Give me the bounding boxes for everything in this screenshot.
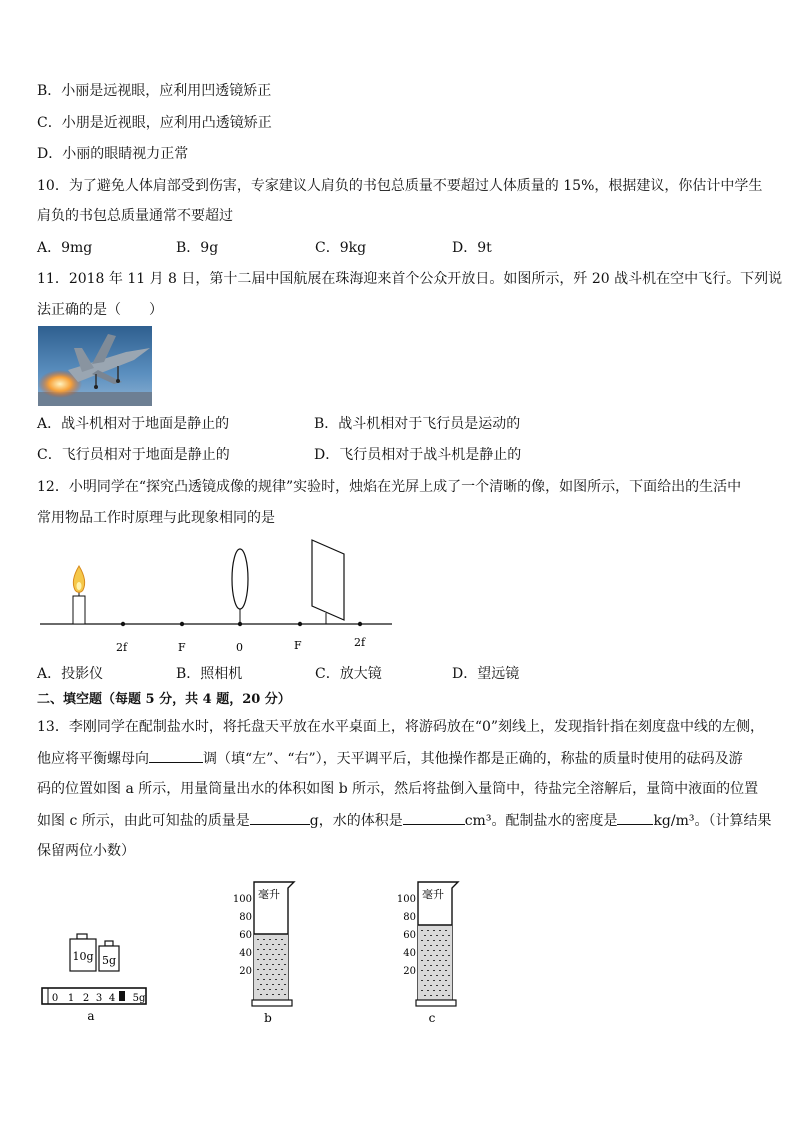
svg-text:2: 2 xyxy=(82,993,90,1004)
lens-imaging-diagram xyxy=(38,536,398,656)
svg-text:0: 0 xyxy=(51,993,59,1004)
svg-text:10g: 10g xyxy=(72,950,94,963)
axis-label-f-right: F xyxy=(294,639,302,652)
figure-c-caption: c xyxy=(428,1011,436,1025)
figure-b-cylinder xyxy=(228,876,298,1026)
saltwater-column xyxy=(418,925,452,1000)
q13-line1: 13．李刚同学在配制盐水时，将托盘天平放在水平桌面上，将游码放在“0”刻线上，发现指针指在刻度盘中线的左侧， xyxy=(37,719,765,735)
svg-text:3: 3 xyxy=(95,993,103,1004)
section-title-fill-in: 二、填空题（每题 5 分，共 4 题，20 分） xyxy=(37,692,291,707)
q11-stem-line2: 法正确的是（ ） xyxy=(37,302,163,318)
q10-stem-line2: 肩负的书包总质量通常不要超过 xyxy=(37,208,233,224)
svg-text:80: 80 xyxy=(239,912,252,923)
q11-option-c: C．飞行员相对于地面是静止的 xyxy=(37,447,230,463)
figure-b-caption: b xyxy=(264,1011,272,1025)
q12-option-c: C．放大镜 xyxy=(315,666,382,682)
svg-text:毫升: 毫升 xyxy=(258,888,280,901)
axis-label-f-left: F xyxy=(178,641,186,654)
blank-salt-mass xyxy=(250,810,310,825)
svg-text:100: 100 xyxy=(396,894,416,905)
q13-line2: 他应将平衡螺母向 调（填“左”、“右”），天平调平后，其他操作都是正确的，称盐的质量时使用的砝码及游 xyxy=(37,748,743,769)
q9-option-b: B．小丽是远视眼，应利用凹透镜矫正 xyxy=(37,83,272,99)
svg-text:20: 20 xyxy=(239,966,252,977)
figure-c-cylinder xyxy=(392,876,462,1026)
svg-text:1: 1 xyxy=(67,993,75,1004)
convex-lens xyxy=(232,549,248,609)
q10-option-b: B．9g xyxy=(176,240,219,256)
water-column xyxy=(254,934,288,1000)
q9-option-d: D．小丽的眼睛视力正常 xyxy=(37,146,189,162)
svg-text:40: 40 xyxy=(239,948,252,959)
axis-label-2f-left: 2f xyxy=(116,641,128,654)
q11-option-d: D．飞行员相对于战斗机是静止的 xyxy=(314,447,522,463)
q12-option-b: B．照相机 xyxy=(176,666,243,682)
q12-option-a: A．投影仪 xyxy=(37,666,104,682)
light-screen xyxy=(312,540,344,620)
axis-label-origin: 0 xyxy=(236,641,243,654)
svg-text:60: 60 xyxy=(403,930,416,941)
blank-direction xyxy=(149,748,203,763)
figure-a-caption: a xyxy=(87,1009,95,1023)
q11-stem-line1: 11．2018 年 11 月 8 日，第十二届中国航展在珠海迎来首个公众开放日。如图所示，歼 20 战斗机在空中飞行。下列说 xyxy=(37,271,783,287)
q10-option-c: C．9kg xyxy=(315,240,367,256)
svg-text:5g: 5g xyxy=(101,954,117,967)
svg-text:100: 100 xyxy=(232,894,252,905)
q10-option-a: A．9mg xyxy=(37,240,93,256)
q11-option-b: B．战斗机相对于飞行员是运动的 xyxy=(314,416,521,432)
fighter-jet-photo xyxy=(38,326,152,406)
q13-line4: 如图 c 所示，由此可知盐的质量是 g，水的体积是 cm³。配制盐水的密度是 kg/m³。（计算结果 xyxy=(37,810,772,831)
q10-option-d: D．9t xyxy=(452,240,492,256)
q10-stem-line1: 10．为了避免人体肩部受到伤害，专家建议人肩负的书包总质量不要超过人体质量的 15%，根据建议，你估计中学生 xyxy=(37,178,763,194)
svg-text:60: 60 xyxy=(239,930,252,941)
blank-density xyxy=(617,810,653,825)
q13-line3: 码的位置如图 a 所示，用量筒量出水的体积如图 b 所示，然后将盐倒入量筒中，待盐完全溶解后，量筒中液面的位置 xyxy=(37,781,759,797)
svg-text:毫升: 毫升 xyxy=(422,888,444,901)
blank-water-volume xyxy=(403,810,465,825)
svg-text:4: 4 xyxy=(108,993,116,1004)
svg-text:20: 20 xyxy=(403,966,416,977)
q9-option-c: C．小朋是近视眼，应利用凸透镜矫正 xyxy=(37,115,272,131)
q13-line5: 保留两位小数） xyxy=(37,843,135,859)
svg-text:40: 40 xyxy=(403,948,416,959)
q11-option-a: A．战斗机相对于地面是静止的 xyxy=(37,416,230,432)
q12-stem-line2: 常用物品工作时原理与此现象相同的是 xyxy=(37,510,275,526)
svg-text:5g: 5g xyxy=(132,993,146,1004)
svg-text:80: 80 xyxy=(403,912,416,923)
q12-option-d: D．望远镜 xyxy=(452,666,520,682)
axis-label-2f-right: 2f xyxy=(354,636,366,649)
figure-a-weights xyxy=(40,930,150,1025)
candle-icon xyxy=(73,566,85,624)
q12-stem-line1: 12．小明同学在“探究凸透镜成像的规律”实验时，烛焰在光屏上成了一个清晰的像，如图所示，下面给出的生活中 xyxy=(37,479,742,495)
